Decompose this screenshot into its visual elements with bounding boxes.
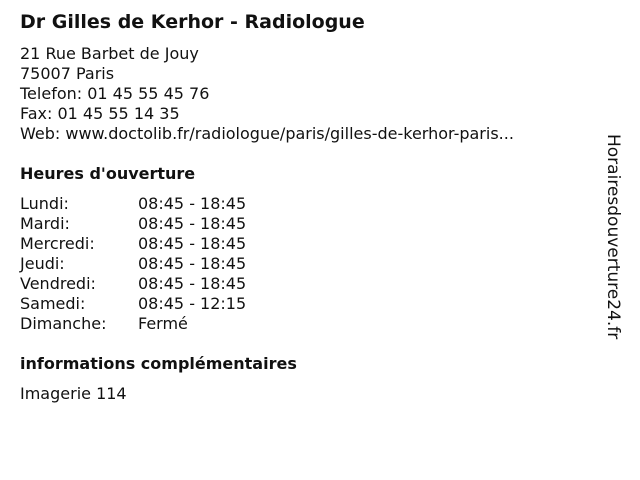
page-title: Dr Gilles de Kerhor - Radiologue	[20, 11, 365, 33]
hours-row-saturday	[20, 294, 246, 314]
hours-row-tuesday	[20, 214, 246, 234]
hours-heading: Heures d'ouverture	[20, 164, 196, 183]
hours-day-label: Lundi:	[20, 194, 69, 213]
site-watermark: Horairesdouverture24.fr	[603, 134, 623, 340]
hours-row-monday	[20, 194, 246, 214]
hours-day-label: Mercredi:	[20, 234, 95, 253]
hours-time-value: 08:45 - 12:15	[138, 294, 247, 313]
hours-day-label: Samedi:	[20, 294, 86, 313]
contact-block	[20, 44, 514, 144]
hours-day-label: Dimanche:	[20, 314, 107, 333]
additional-info-heading: informations complémentaires	[20, 354, 297, 373]
address-street: 21 Rue Barbet de Jouy	[20, 44, 199, 63]
hours-time-value: 08:45 - 18:45	[138, 214, 247, 233]
hours-day-label: Vendredi:	[20, 274, 96, 293]
hours-day-label: Jeudi:	[20, 254, 65, 273]
hours-time-value: 08:45 - 18:45	[138, 234, 247, 253]
hours-row-friday	[20, 274, 246, 294]
hours-row-sunday	[20, 314, 246, 334]
hours-time-value: 08:45 - 18:45	[138, 254, 247, 273]
fax-number: Fax: 01 45 55 14 35	[20, 104, 180, 123]
website-link[interactable]: Web: www.doctolib.fr/radiologue/paris/gilles-de-kerhor-paris...	[20, 124, 514, 143]
hours-time-value: 08:45 - 18:45	[138, 274, 247, 293]
hours-day-label: Mardi:	[20, 214, 70, 233]
additional-info-value: Imagerie 114	[20, 384, 127, 403]
hours-time-value: 08:45 - 18:45	[138, 194, 247, 213]
address-city: 75007 Paris	[20, 64, 115, 83]
hours-time-value: Fermé	[138, 314, 188, 333]
opening-hours-list	[20, 194, 246, 334]
hours-row-wednesday	[20, 234, 246, 254]
hours-row-thursday	[20, 254, 246, 274]
phone-number: Telefon: 01 45 55 45 76	[20, 84, 210, 103]
